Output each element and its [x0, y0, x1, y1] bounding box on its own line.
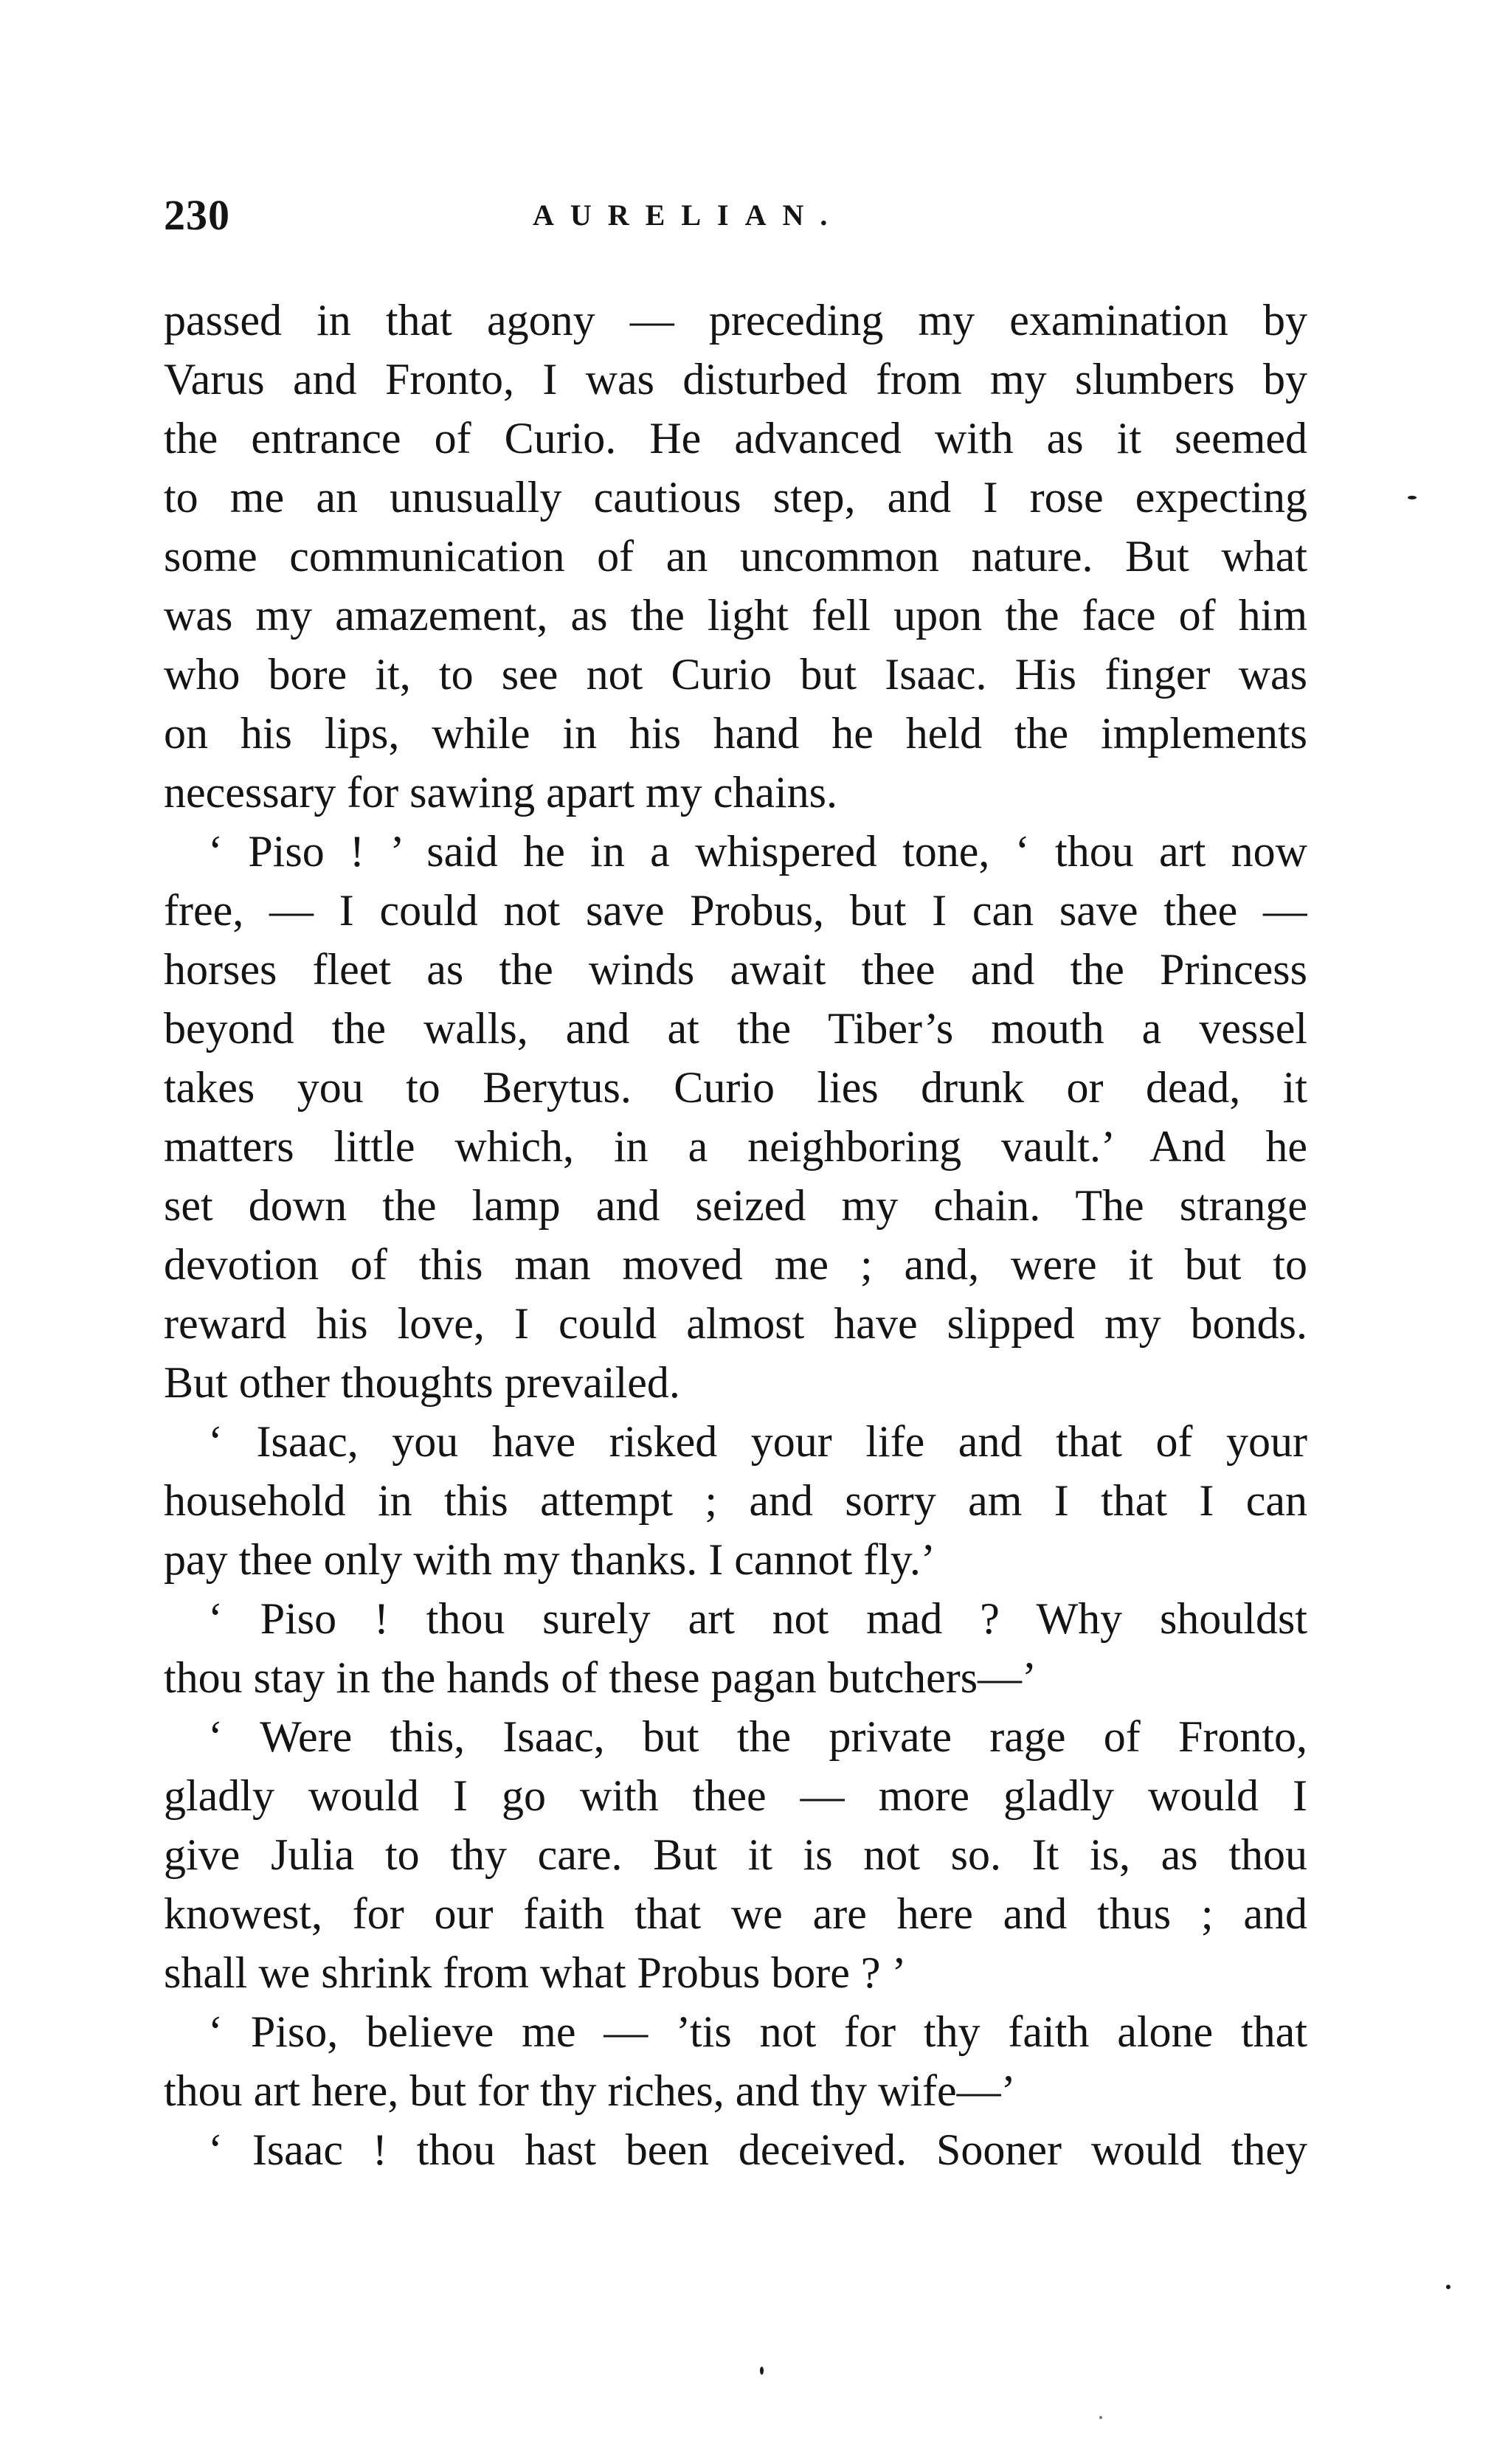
text-line: ‘ Piso ! thou surely art not mad ? Why shouldst [208, 1594, 1307, 1643]
text-line: beyond the walls, and at the Tiber’s mouth a vessel [164, 1004, 1307, 1053]
body-text [164, 291, 1307, 2179]
page-number: 230 [164, 191, 230, 239]
text-line: who bore it, to see not Curio but Isaac. His finger was [164, 650, 1307, 699]
text-line: passed in that agony — preceding my examination by [164, 296, 1307, 345]
text-line: gladly would I go with thee — more gladly would I [164, 1771, 1307, 1820]
print-speck [1099, 2416, 1102, 2419]
text-line: thou art here, but for thy riches, and thy wife—’ [164, 2066, 1016, 2115]
text-line: to me an unusually cautious step, and I rose expecting [164, 473, 1307, 522]
text-line: necessary for sawing apart my chains. [164, 768, 838, 817]
text-line: free, — I could not save Probus, but I can save thee — [164, 886, 1307, 935]
text-line: ‘ Isaac ! thou hast been deceived. Sooner would they [208, 2125, 1307, 2174]
print-speck [1408, 496, 1417, 499]
text-line: ‘ Were this, Isaac, but the private rage of Fronto, [208, 1712, 1307, 1761]
text-line: knowest, for our faith that we are here and thus ; and [164, 1889, 1307, 1938]
text-line: some communication of an uncommon nature. But what [164, 532, 1307, 581]
text-line: takes you to Berytus. Curio lies drunk or dead, it [164, 1063, 1307, 1112]
text-line: devotion of this man moved me ; and, were it but to [164, 1240, 1307, 1289]
text-line: give Julia to thy care. But it is not so. It is, as thou [164, 1830, 1307, 1879]
text-line: horses fleet as the winds await thee and the Princess [164, 945, 1307, 994]
text-line: shall we shrink from what Probus bore ? ’ [164, 1948, 907, 1997]
text-line: household in this attempt ; and sorry am I that I can [164, 1476, 1307, 1525]
text-line: the entrance of Curio. He advanced with as it seemed [164, 414, 1307, 463]
text-line: Varus and Fronto, I was disturbed from my slumbers by [164, 355, 1307, 404]
text-line: But other thoughts prevailed. [164, 1358, 680, 1407]
running-title: AURELIAN. [533, 198, 844, 232]
text-line: reward his love, I could almost have slipped my bonds. [164, 1299, 1307, 1348]
print-speck [760, 2367, 764, 2375]
print-speck [1446, 2285, 1450, 2289]
text-line: on his lips, while in his hand he held the implements [164, 709, 1307, 758]
text-line: ‘ Piso, believe me — ’tis not for thy faith alone that [208, 2007, 1307, 2056]
text-line: thou stay in the hands of these pagan butchers—’ [164, 1653, 1037, 1702]
text-line: pay thee only with my thanks. I cannot fly.’ [164, 1535, 936, 1584]
text-line: ‘ Piso ! ’ said he in a whispered tone, ‘ thou art now [208, 827, 1307, 876]
text-line: matters little which, in a neighboring vault.’ And he [164, 1122, 1307, 1171]
text-line: set down the lamp and seized my chain. The strange [164, 1181, 1307, 1230]
running-head [164, 190, 1307, 249]
text-line: ‘ Isaac, you have risked your life and that of your [208, 1417, 1307, 1466]
text-line: was my amazement, as the light fell upon the face of him [164, 591, 1307, 640]
